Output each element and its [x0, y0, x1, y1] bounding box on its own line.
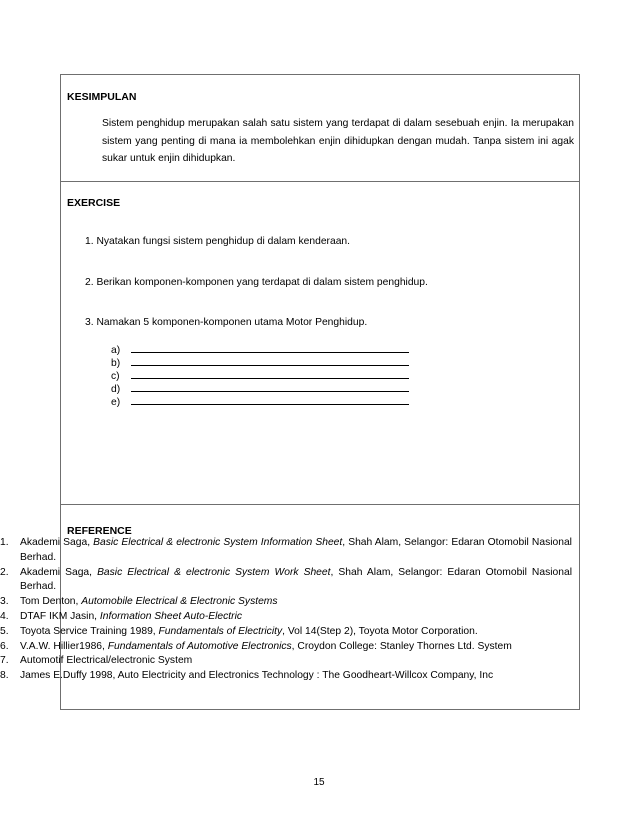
blank-label: d) — [111, 384, 121, 395]
conclusion-heading: KESIMPULAN — [67, 91, 137, 103]
blank-label: c) — [111, 371, 120, 382]
reference-list — [0, 536, 578, 684]
reference-item: 6. V.A.W. Hillier1986, Fundamentals of Automotive Electronics, Croydon College: Stanley Thornes Ltd. System — [0, 640, 512, 652]
reference-item: 8. James E.Duffy 1998, Auto Electricity and Electronics Technology : The Goodheart-Willcox Company, Inc — [0, 670, 494, 682]
reference-item: 4. DTAF IKM Jasin, Information Sheet Auto-Electric — [0, 610, 243, 622]
blank-label: b) — [111, 358, 121, 369]
blank-line — [131, 395, 409, 405]
conclusion-section — [60, 74, 580, 182]
blank-line — [131, 369, 409, 379]
exercise-heading: EXERCISE — [67, 197, 121, 209]
reference-heading: REFERENCE — [67, 525, 132, 537]
reference-item: 3. Tom Denton, Automobile Electrical & Electronic Systems — [0, 596, 278, 608]
question-3: 3. Namakan 5 komponen-komponen utama Motor Penghidup. — [85, 317, 368, 328]
blank-line — [131, 382, 409, 392]
question-2: 2. Berikan komponen-komponen yang terdapat di dalam sistem penghidup. — [85, 277, 428, 288]
blank-label: e) — [111, 397, 121, 408]
reference-item: 2. Akademi Saga, Basic Electrical & electronic System Work Sheet, Shah Alam, Selangor: Edaran Otomobil Nasional Berhad. — [0, 566, 572, 593]
reference-item: 7. Automotif Electrical/electronic System — [0, 655, 193, 667]
blank-line — [131, 343, 409, 353]
blank-label: a) — [111, 345, 121, 356]
answer-blank-e — [111, 395, 409, 409]
question-1: 1. Nyatakan fungsi sistem penghidup di dalam kenderaan. — [85, 236, 351, 247]
conclusion-text: Sistem penghidup merupakan salah satu sistem yang terdapat di dalam sesebuah enjin. Ia merupakan sistem yang penting di mana ia membolehkan enjin dihidupkan dengan mudah. Tanpa sistem ini agak sukar untuk enjin dihidupkan. — [102, 118, 574, 164]
reference-item: 5. Toyota Service Training 1989, Fundamentals of Electricity, Vol 14(Step 2), Toyota Motor Corporation. — [0, 625, 478, 637]
page-number: 15 — [313, 777, 325, 788]
reference-item: 1. Akademi Saga, Basic Electrical & electronic System Information Sheet, Shah Alam, Selangor: Edaran Otomobil Nasional Berhad. — [0, 537, 572, 563]
exercise-section — [60, 181, 580, 505]
blank-line — [131, 356, 409, 366]
